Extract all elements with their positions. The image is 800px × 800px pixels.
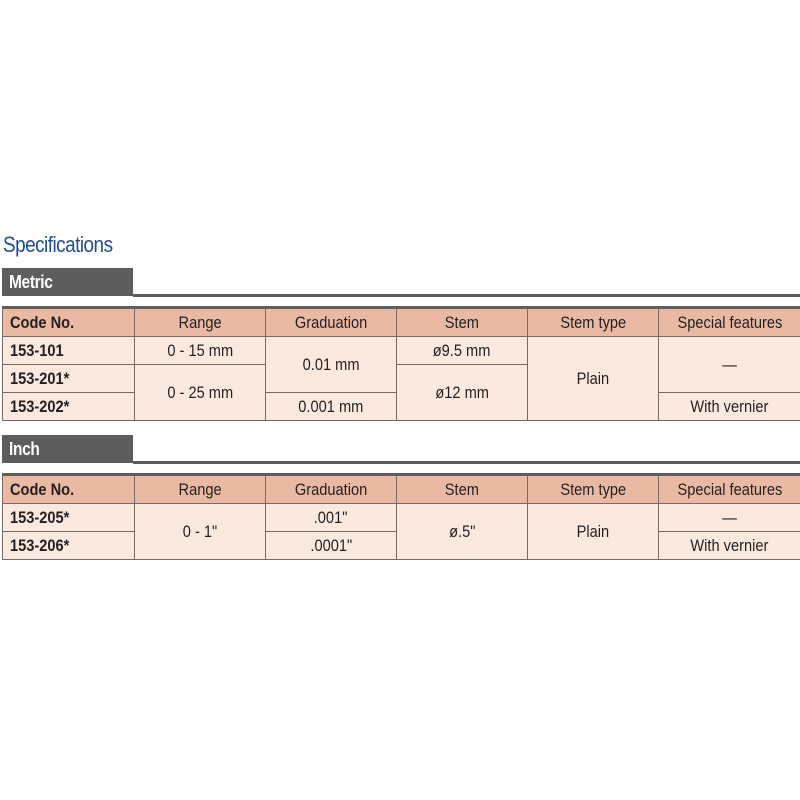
header-stem-type: Stem type xyxy=(528,475,659,504)
special-features-cell: — xyxy=(659,337,800,393)
header-graduation: Graduation xyxy=(266,475,397,504)
stem-cell: ø.5" xyxy=(397,504,528,560)
code-cell: 153-205* xyxy=(3,504,135,532)
stem-type-cell: Plain xyxy=(528,504,659,560)
inch-section-rule xyxy=(133,461,800,464)
code-cell: 153-202* xyxy=(3,393,135,421)
special-features-cell: With vernier xyxy=(659,532,800,560)
code-cell: 153-206* xyxy=(3,532,135,560)
table-header-row xyxy=(3,475,800,504)
header-stem-type: Stem type xyxy=(528,308,659,337)
header-special-features: Special features xyxy=(659,475,800,504)
table-row xyxy=(3,504,800,532)
header-code-no: Code No. xyxy=(3,308,135,337)
graduation-cell: .0001" xyxy=(266,532,397,560)
header-stem: Stem xyxy=(397,308,528,337)
stem-cell: ø12 mm xyxy=(397,365,528,421)
metric-spec-table xyxy=(2,306,800,421)
range-cell: 0 - 25 mm xyxy=(135,365,266,421)
header-code-no: Code No. xyxy=(3,475,135,504)
header-range: Range xyxy=(135,308,266,337)
stem-type-cell: Plain xyxy=(528,337,659,421)
table-row xyxy=(3,337,800,365)
inch-spec-table xyxy=(2,473,800,560)
metric-section-rule xyxy=(133,294,800,297)
special-features-cell: With vernier xyxy=(659,393,800,421)
graduation-cell: 0.001 mm xyxy=(266,393,397,421)
stem-cell: ø9.5 mm xyxy=(397,337,528,365)
range-cell: 0 - 1" xyxy=(135,504,266,560)
metric-section-label: Metric xyxy=(2,268,133,296)
table-header-row xyxy=(3,308,800,337)
graduation-cell: 0.01 mm xyxy=(266,337,397,393)
header-range: Range xyxy=(135,475,266,504)
code-cell: 153-101 xyxy=(3,337,135,365)
graduation-cell: .001" xyxy=(266,504,397,532)
inch-section-label: Inch xyxy=(2,435,133,463)
special-features-cell: — xyxy=(659,504,800,532)
header-graduation: Graduation xyxy=(266,308,397,337)
page-title: Specifications xyxy=(3,232,113,257)
range-cell: 0 - 15 mm xyxy=(135,337,266,365)
header-stem: Stem xyxy=(397,475,528,504)
code-cell: 153-201* xyxy=(3,365,135,393)
header-special-features: Special features xyxy=(659,308,800,337)
